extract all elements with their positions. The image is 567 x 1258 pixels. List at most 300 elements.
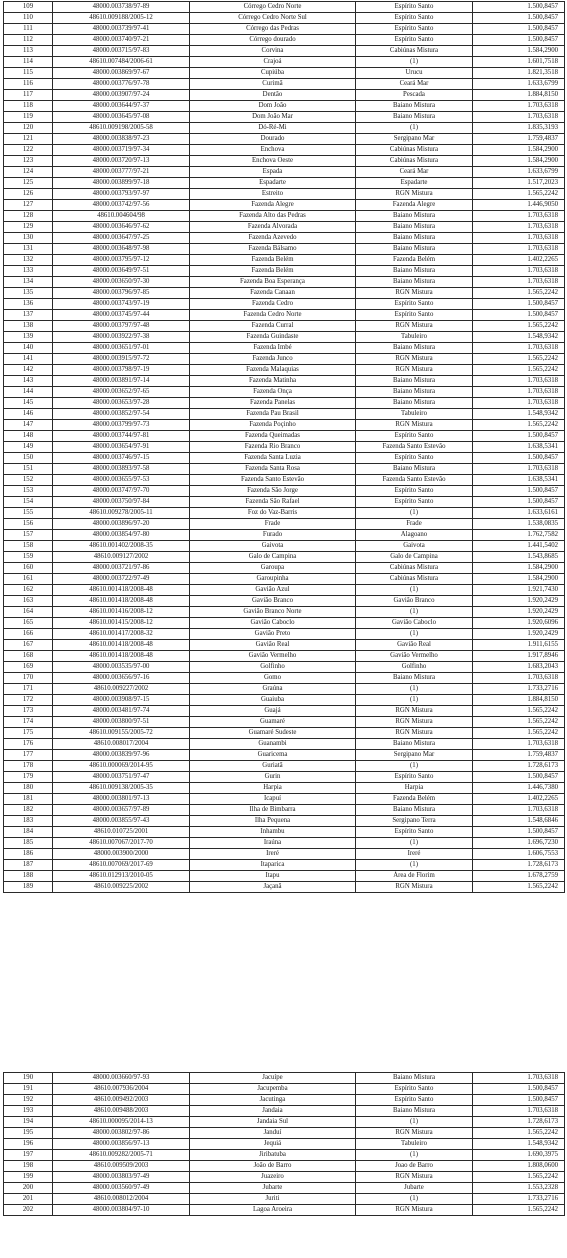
price-value-cell: 1.638,5341 — [473, 475, 565, 486]
field-name-cell: João de Barro — [190, 1161, 356, 1172]
row-number-cell: 180 — [4, 783, 53, 794]
price-value-cell: 1.808,0600 — [473, 1161, 565, 1172]
table-row — [4, 101, 565, 112]
price-value-cell: 1.703,6318 — [473, 464, 565, 475]
process-number-cell: 48000.003720/97-13 — [53, 156, 190, 167]
oil-stream-cell: Baiano Mistura — [356, 277, 473, 288]
oil-stream-cell: Espírito Santo — [356, 431, 473, 442]
price-value-cell: 1.703,6318 — [473, 233, 565, 244]
row-number-cell: 136 — [4, 299, 53, 310]
row-number-cell: 148 — [4, 431, 53, 442]
oil-stream-cell: RGN Mistura — [356, 1205, 473, 1216]
table-row — [4, 618, 565, 629]
price-value-cell: 1.500,8457 — [473, 772, 565, 783]
oil-stream-cell: Gaivota — [356, 541, 473, 552]
process-number-cell: 48000.003719/97-34 — [53, 145, 190, 156]
row-number-cell: 202 — [4, 1205, 53, 1216]
table-row — [4, 233, 565, 244]
price-value-cell: 1.500,8457 — [473, 24, 565, 35]
table-row — [4, 299, 565, 310]
row-number-cell: 153 — [4, 486, 53, 497]
price-value-cell: 1.920,6096 — [473, 618, 565, 629]
process-number-cell: 48610.001418/2008-48 — [53, 585, 190, 596]
row-number-cell: 139 — [4, 332, 53, 343]
row-number-cell: 132 — [4, 255, 53, 266]
field-name-cell: Jacutinga — [190, 1095, 356, 1106]
table-row — [4, 651, 565, 662]
price-value-cell: 1.678,2759 — [473, 871, 565, 882]
oil-stream-cell: RGN Mistura — [356, 420, 473, 431]
process-number-cell: 48000.003854/97-80 — [53, 530, 190, 541]
table-row — [4, 431, 565, 442]
table-row — [4, 200, 565, 211]
oil-stream-cell: Espírito Santo — [356, 2, 473, 13]
table-row — [4, 849, 565, 860]
row-number-cell: 152 — [4, 475, 53, 486]
oil-stream-cell: (1) — [356, 695, 473, 706]
row-number-cell: 177 — [4, 750, 53, 761]
process-number-cell: 48000.003660/97-93 — [53, 1073, 190, 1084]
table-row — [4, 156, 565, 167]
oil-stream-cell: Tabuleiro — [356, 332, 473, 343]
table-row — [4, 178, 565, 189]
table-row — [4, 596, 565, 607]
oil-stream-cell: Golfinho — [356, 662, 473, 673]
price-value-cell: 1.500,8457 — [473, 431, 565, 442]
price-value-cell: 1.500,8457 — [473, 827, 565, 838]
price-value-cell: 1.500,8457 — [473, 2, 565, 13]
row-number-cell: 162 — [4, 585, 53, 596]
oil-stream-cell: Pescada — [356, 90, 473, 101]
field-name-cell: Iraúna — [190, 838, 356, 849]
table-row — [4, 189, 565, 200]
field-name-cell: Fazenda São Jorge — [190, 486, 356, 497]
table-row — [4, 497, 565, 508]
process-number-cell: 48610.007069/2017-69 — [53, 860, 190, 871]
row-number-cell: 145 — [4, 398, 53, 409]
oil-stream-cell: (1) — [356, 57, 473, 68]
price-value-cell: 1.446,7380 — [473, 783, 565, 794]
process-number-cell: 48000.003721/97-86 — [53, 563, 190, 574]
field-name-cell: Dom João Mar — [190, 112, 356, 123]
oil-stream-cell: Sergipano Terra — [356, 816, 473, 827]
price-value-cell: 1.548,9342 — [473, 332, 565, 343]
oil-stream-cell: Cabiúnas Mistura — [356, 46, 473, 57]
table-row — [4, 629, 565, 640]
table-row — [4, 123, 565, 134]
oil-stream-cell: Harpia — [356, 783, 473, 794]
table-row — [4, 816, 565, 827]
oil-stream-cell: (1) — [356, 761, 473, 772]
oil-stream-cell: RGN Mistura — [356, 189, 473, 200]
row-number-cell: 176 — [4, 739, 53, 750]
row-number-cell: 179 — [4, 772, 53, 783]
field-name-cell: Fazenda Alto das Pedras — [190, 211, 356, 222]
row-number-cell: 141 — [4, 354, 53, 365]
oil-stream-cell: Urucu — [356, 68, 473, 79]
row-number-cell: 175 — [4, 728, 53, 739]
oil-stream-cell: Baiano Mistura — [356, 211, 473, 222]
oil-stream-cell: Baiano Mistura — [356, 398, 473, 409]
row-number-cell: 195 — [4, 1128, 53, 1139]
table-row — [4, 750, 565, 761]
field-name-cell: Córrego Cedro Norte — [190, 2, 356, 13]
oil-stream-cell: Cabiúnas Mistura — [356, 145, 473, 156]
row-number-cell: 111 — [4, 24, 53, 35]
process-number-cell: 48000.003893/97-58 — [53, 464, 190, 475]
process-number-cell: 48000.003802/97-86 — [53, 1128, 190, 1139]
process-number-cell: 48000.003715/97-83 — [53, 46, 190, 57]
process-number-cell: 48610.007936/2004 — [53, 1084, 190, 1095]
row-number-cell: 201 — [4, 1194, 53, 1205]
price-value-cell: 1.703,6318 — [473, 398, 565, 409]
row-number-cell: 157 — [4, 530, 53, 541]
row-number-cell: 116 — [4, 79, 53, 90]
field-name-cell: Córrego dourado — [190, 35, 356, 46]
field-name-cell: Harpia — [190, 783, 356, 794]
price-value-cell: 1.553,2328 — [473, 1183, 565, 1194]
table-row — [4, 794, 565, 805]
table-row — [4, 376, 565, 387]
table-row — [4, 167, 565, 178]
field-name-cell: Fazenda Junco — [190, 354, 356, 365]
field-name-cell: Fazenda Canaan — [190, 288, 356, 299]
row-number-cell: 114 — [4, 57, 53, 68]
process-number-cell: 48000.003652/97-65 — [53, 387, 190, 398]
price-value-cell: 1.703,6318 — [473, 739, 565, 750]
process-number-cell: 48610.009155/2005-72 — [53, 728, 190, 739]
oil-stream-cell: Tabuleiro — [356, 1139, 473, 1150]
field-name-cell: Golfinho — [190, 662, 356, 673]
process-number-cell: 48000.003751/97-47 — [53, 772, 190, 783]
process-number-cell: 48000.003653/97-28 — [53, 398, 190, 409]
row-number-cell: 182 — [4, 805, 53, 816]
oil-stream-cell: RGN Mistura — [356, 717, 473, 728]
oil-stream-cell: RGN Mistura — [356, 354, 473, 365]
row-number-cell: 183 — [4, 816, 53, 827]
oil-stream-cell: (1) — [356, 684, 473, 695]
oil-stream-cell: Cabiúnas Mistura — [356, 563, 473, 574]
price-value-cell: 1.759,4837 — [473, 134, 565, 145]
row-number-cell: 149 — [4, 442, 53, 453]
process-number-cell: 48000.003922/97-38 — [53, 332, 190, 343]
table-row — [4, 475, 565, 486]
field-name-cell: Gavião Azul — [190, 585, 356, 596]
oil-stream-cell: Baiano Mistura — [356, 233, 473, 244]
table-row — [4, 508, 565, 519]
row-number-cell: 124 — [4, 167, 53, 178]
process-number-cell: 48610.004604/98 — [53, 211, 190, 222]
row-number-cell: 171 — [4, 684, 53, 695]
process-number-cell: 48610.009227/2002 — [53, 684, 190, 695]
process-number-cell: 48610.001418/2008-48 — [53, 651, 190, 662]
price-value-cell: 1.733,2716 — [473, 684, 565, 695]
row-number-cell: 123 — [4, 156, 53, 167]
table-row — [4, 552, 565, 563]
oil-stream-cell: RGN Mistura — [356, 706, 473, 717]
table-row — [4, 266, 565, 277]
oil-stream-cell: Espírito Santo — [356, 24, 473, 35]
row-number-cell: 193 — [4, 1106, 53, 1117]
price-value-cell: 1.500,8457 — [473, 13, 565, 24]
row-number-cell: 137 — [4, 310, 53, 321]
oil-stream-cell: Espírito Santo — [356, 827, 473, 838]
table-row — [4, 222, 565, 233]
field-name-cell: Gaivota — [190, 541, 356, 552]
table-row — [4, 519, 565, 530]
oil-stream-cell: Espadarte — [356, 178, 473, 189]
price-value-cell: 1.565,2242 — [473, 189, 565, 200]
oil-stream-cell: Espírito Santo — [356, 772, 473, 783]
table-row — [4, 46, 565, 57]
table-row — [4, 453, 565, 464]
price-value-cell: 1.633,6799 — [473, 167, 565, 178]
row-number-cell: 120 — [4, 123, 53, 134]
table-row — [4, 662, 565, 673]
table-row — [4, 1161, 565, 1172]
process-number-cell: 48000.003654/97-91 — [53, 442, 190, 453]
price-value-cell: 1.565,2242 — [473, 420, 565, 431]
process-number-cell: 48000.003795/97-12 — [53, 255, 190, 266]
row-number-cell: 138 — [4, 321, 53, 332]
field-name-cell: Frade — [190, 519, 356, 530]
row-number-cell: 155 — [4, 508, 53, 519]
process-number-cell: 48610.009127/2002 — [53, 552, 190, 563]
row-number-cell: 189 — [4, 882, 53, 893]
oil-stream-cell: RGN Mistura — [356, 882, 473, 893]
price-value-cell: 1.565,2242 — [473, 1128, 565, 1139]
field-name-cell: Fazenda Boa Esperança — [190, 277, 356, 288]
process-number-cell: 48000.003777/97-21 — [53, 167, 190, 178]
oil-stream-cell: Baiano Mistura — [356, 112, 473, 123]
process-number-cell: 48000.003776/97-78 — [53, 79, 190, 90]
price-value-cell: 1.402,2265 — [473, 794, 565, 805]
row-number-cell: 144 — [4, 387, 53, 398]
table-row — [4, 464, 565, 475]
row-number-cell: 126 — [4, 189, 53, 200]
oil-stream-cell: Frade — [356, 519, 473, 530]
field-name-cell: Gavião Real — [190, 640, 356, 651]
process-number-cell: 48000.003656/97-16 — [53, 673, 190, 684]
field-name-cell: Fazenda Cedro — [190, 299, 356, 310]
row-number-cell: 131 — [4, 244, 53, 255]
price-value-cell: 1.917,8946 — [473, 651, 565, 662]
process-number-cell: 48610.001415/2008-12 — [53, 618, 190, 629]
table-row — [4, 607, 565, 618]
field-name-cell: Fazenda Rio Branco — [190, 442, 356, 453]
table-row — [4, 805, 565, 816]
field-name-cell: Gomo — [190, 673, 356, 684]
oil-stream-cell: Tabuleiro — [356, 409, 473, 420]
oil-stream-cell: Baiano Mistura — [356, 739, 473, 750]
row-number-cell: 151 — [4, 464, 53, 475]
field-name-cell: Juriti — [190, 1194, 356, 1205]
price-value-cell: 1.446,9050 — [473, 200, 565, 211]
oil-stream-cell: Joao de Barro — [356, 1161, 473, 1172]
row-number-cell: 143 — [4, 376, 53, 387]
table-row — [4, 1128, 565, 1139]
field-name-cell: Fazenda Alegre — [190, 200, 356, 211]
table-row — [4, 90, 565, 101]
field-name-cell: Fazenda Matinha — [190, 376, 356, 387]
oil-stream-cell: RGN Mistura — [356, 365, 473, 376]
field-name-cell: Inhambu — [190, 827, 356, 838]
oil-stream-cell: Área de Florim — [356, 871, 473, 882]
row-number-cell: 185 — [4, 838, 53, 849]
table-row — [4, 827, 565, 838]
oil-stream-cell: (1) — [356, 629, 473, 640]
process-number-cell: 48000.003742/97-56 — [53, 200, 190, 211]
field-name-cell: Fazenda Azevedo — [190, 233, 356, 244]
table-row — [4, 35, 565, 46]
process-number-cell: 48000.003915/97-72 — [53, 354, 190, 365]
price-value-cell: 1.500,8457 — [473, 1095, 565, 1106]
field-name-cell: Jiribatuba — [190, 1150, 356, 1161]
field-name-cell: Ilha de Bimbarra — [190, 805, 356, 816]
table-row — [4, 717, 565, 728]
oil-stream-cell: Baiano Mistura — [356, 805, 473, 816]
price-value-cell: 1.500,8457 — [473, 453, 565, 464]
field-name-cell: Fazenda Malaquias — [190, 365, 356, 376]
price-value-cell: 1.703,6318 — [473, 1106, 565, 1117]
price-value-cell: 1.921,7430 — [473, 585, 565, 596]
field-name-cell: Galo de Campina — [190, 552, 356, 563]
process-number-cell: 48000.003852/97-54 — [53, 409, 190, 420]
process-number-cell: 48610.009278/2005-11 — [53, 508, 190, 519]
row-number-cell: 167 — [4, 640, 53, 651]
field-name-cell: Gavião Branco Norte — [190, 607, 356, 618]
price-value-cell: 1.500,8457 — [473, 497, 565, 508]
row-number-cell: 160 — [4, 563, 53, 574]
price-value-cell: 1.835,3193 — [473, 123, 565, 134]
field-name-cell: Itapu — [190, 871, 356, 882]
process-number-cell: 48610.009509/2003 — [53, 1161, 190, 1172]
oil-stream-cell: Espírito Santo — [356, 1084, 473, 1095]
process-number-cell: 48000.003855/97-43 — [53, 816, 190, 827]
process-number-cell: 48610.009492/2003 — [53, 1095, 190, 1106]
process-number-cell: 48000.003896/97-20 — [53, 519, 190, 530]
process-number-cell: 48610.009188/2005-12 — [53, 13, 190, 24]
field-name-cell: Dó-Ré-Mi — [190, 123, 356, 134]
table-row — [4, 354, 565, 365]
row-number-cell: 199 — [4, 1172, 53, 1183]
oil-stream-cell: Baiano Mistura — [356, 222, 473, 233]
price-value-cell: 1.548,9342 — [473, 1139, 565, 1150]
price-value-cell: 1.920,2429 — [473, 607, 565, 618]
field-name-cell: Ireré — [190, 849, 356, 860]
table-row — [4, 2, 565, 13]
row-number-cell: 184 — [4, 827, 53, 838]
table-row — [4, 420, 565, 431]
table-row — [4, 409, 565, 420]
field-name-cell: Fazenda Imbé — [190, 343, 356, 354]
table-row — [4, 1139, 565, 1150]
table-row — [4, 1106, 565, 1117]
row-number-cell: 146 — [4, 409, 53, 420]
oil-stream-cell: Espírito Santo — [356, 453, 473, 464]
oil-stream-cell: (1) — [356, 123, 473, 134]
price-value-cell: 1.633,6161 — [473, 508, 565, 519]
process-number-cell: 48000.003560/97-49 — [53, 1183, 190, 1194]
oil-stream-cell: Cabiúnas Mistura — [356, 156, 473, 167]
process-number-cell: 48610.012913/2010-05 — [53, 871, 190, 882]
price-value-cell: 1.565,2242 — [473, 365, 565, 376]
table-row — [4, 332, 565, 343]
oil-stream-cell: (1) — [356, 508, 473, 519]
price-value-cell: 1.884,8150 — [473, 90, 565, 101]
price-value-cell: 1.703,6318 — [473, 222, 565, 233]
process-number-cell: 48000.003899/97-18 — [53, 178, 190, 189]
field-name-cell: Fazenda Poçinho — [190, 420, 356, 431]
field-name-cell: Jacupemba — [190, 1084, 356, 1095]
row-number-cell: 130 — [4, 233, 53, 244]
oil-stream-cell: Fazenda Santo Estevão — [356, 442, 473, 453]
price-value-cell: 1.728,6173 — [473, 1117, 565, 1128]
table-row — [4, 673, 565, 684]
row-number-cell: 197 — [4, 1150, 53, 1161]
process-number-cell: 48000.003746/97-15 — [53, 453, 190, 464]
oil-stream-cell: Baiano Mistura — [356, 343, 473, 354]
row-number-cell: 158 — [4, 541, 53, 552]
row-number-cell: 121 — [4, 134, 53, 145]
row-number-cell: 113 — [4, 46, 53, 57]
field-name-cell: Jequiá — [190, 1139, 356, 1150]
process-number-cell: 48000.003891/97-14 — [53, 376, 190, 387]
process-number-cell: 48610.009225/2002 — [53, 882, 190, 893]
price-value-cell: 1.500,8457 — [473, 1084, 565, 1095]
row-number-cell: 156 — [4, 519, 53, 530]
price-value-cell: 1.703,6318 — [473, 211, 565, 222]
oil-stream-cell: Espírito Santo — [356, 1095, 473, 1106]
field-name-cell: Jacuípe — [190, 1073, 356, 1084]
field-name-cell: Jubarte — [190, 1183, 356, 1194]
price-value-cell: 1.565,2242 — [473, 1172, 565, 1183]
field-name-cell: Córrego Cedro Norte Sul — [190, 13, 356, 24]
row-number-cell: 127 — [4, 200, 53, 211]
oil-fields-table-part-2 — [3, 1072, 565, 1216]
table-row — [4, 112, 565, 123]
process-number-cell: 48610.008012/2004 — [53, 1194, 190, 1205]
process-number-cell: 48000.003740/97-21 — [53, 35, 190, 46]
field-name-cell: Córrego das Pedras — [190, 24, 356, 35]
oil-stream-cell: Ceará Mar — [356, 167, 473, 178]
table-row — [4, 585, 565, 596]
price-value-cell: 1.565,2242 — [473, 706, 565, 717]
field-name-cell: Enchova — [190, 145, 356, 156]
oil-stream-cell: Cabiúnas Mistura — [356, 574, 473, 585]
process-number-cell: 48000.003722/97-49 — [53, 574, 190, 585]
process-number-cell: 48000.003798/97-19 — [53, 365, 190, 376]
field-name-cell: Curimã — [190, 79, 356, 90]
row-number-cell: 147 — [4, 420, 53, 431]
field-name-cell: Fazenda Queimadas — [190, 431, 356, 442]
field-name-cell: Foz do Vaz-Barris — [190, 508, 356, 519]
oil-stream-cell: Baiano Mistura — [356, 1073, 473, 1084]
row-number-cell: 154 — [4, 497, 53, 508]
field-name-cell: Fazenda Santa Luzia — [190, 453, 356, 464]
price-value-cell: 1.565,2242 — [473, 728, 565, 739]
price-value-cell: 1.703,6318 — [473, 376, 565, 387]
field-name-cell: Fazenda Belém — [190, 266, 356, 277]
process-number-cell: 48000.003644/97-37 — [53, 101, 190, 112]
price-value-cell: 1.762,7582 — [473, 530, 565, 541]
field-name-cell: Dom João — [190, 101, 356, 112]
oil-stream-cell: Baiano Mistura — [356, 266, 473, 277]
oil-stream-cell: RGN Mistura — [356, 321, 473, 332]
oil-stream-cell: Fazenda Alegre — [356, 200, 473, 211]
row-number-cell: 174 — [4, 717, 53, 728]
process-number-cell: 48000.003907/97-24 — [53, 90, 190, 101]
